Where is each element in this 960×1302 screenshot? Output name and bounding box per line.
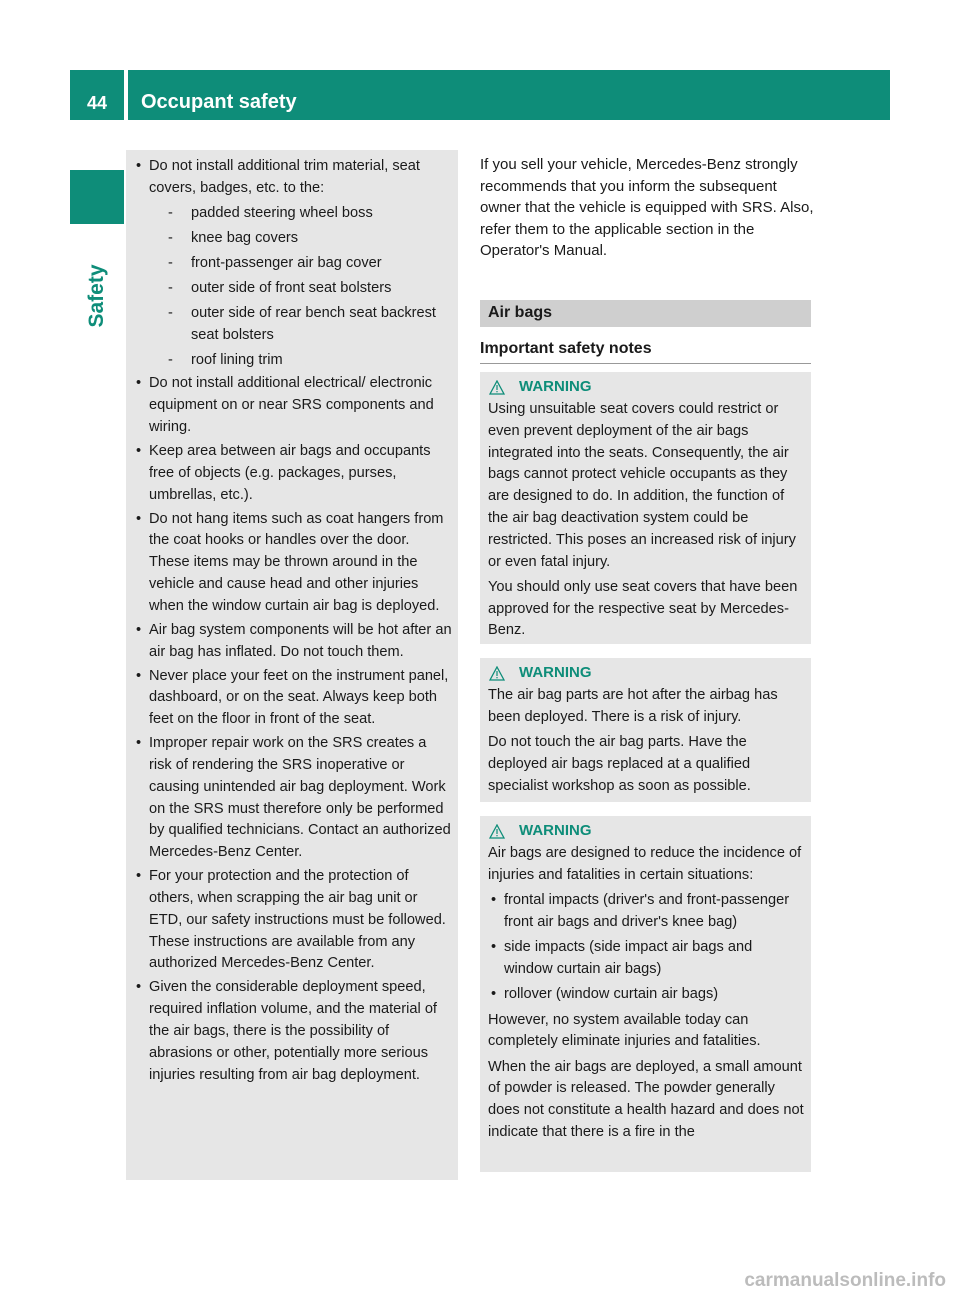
sub-list-item: - outer side of front seat bolsters xyxy=(149,278,452,300)
list-item: • For your protection and the protection of others, when scrapping the air bag unit or ETD, our safety instructions must be followed. These instructions are available from any authorized Mercedes-Benz Center. xyxy=(136,866,452,975)
warning-triangle-icon xyxy=(489,824,505,839)
watermark: carmanualsonline.info xyxy=(744,1270,946,1291)
list-item: • Do not install additional electrical/ electronic equipment on or near SRS components and wiring. xyxy=(136,373,452,438)
warning-text: You should only use seat covers that have been approved for the respective seat by Mercedes-Benz. xyxy=(488,578,798,639)
warning-text: However, no system available today can completely eliminate injuries and fatalities. xyxy=(488,1011,761,1050)
sub-heading xyxy=(480,340,811,364)
sub-list-item: - padded steering wheel boss xyxy=(149,203,452,225)
list-item: • Do not hang items such as coat hangers from the coat hooks or handles over the door. These items may be thrown around in the vehicle and cause head and other injuries when the window curtain air bag is deployed. xyxy=(136,509,452,618)
warning-text: When the air bags are deployed, a small amount of powder is released. The powder generally does not constitute a health hazard and does not indicate that there is a fire in the xyxy=(488,1058,804,1141)
sub-list-item: - front-passenger air bag cover xyxy=(149,253,452,275)
warning-text: Do not touch the air bag parts. Have the deployed air bags replaced at a qualified specialist workshop as soon as possible. xyxy=(488,734,751,794)
warning-header xyxy=(488,661,804,685)
sub-heading-text: Important safety notes xyxy=(480,340,652,357)
warning-box xyxy=(480,816,811,1172)
section-heading-bar xyxy=(480,300,811,327)
list-item: • Never place your feet on the instrument panel, dashboard, or on the seat. Always keep both feet on the floor in front of the seat. xyxy=(136,666,452,731)
intro-paragraph: If you sell your vehicle, Mercedes-Benz strongly recommends that you inform the subsequent owner that the vehicle is equipped with SRS. Also, refer them to the applicable section in the Operator's Manual. xyxy=(480,156,814,260)
page-title: Occupant safety xyxy=(141,91,297,113)
list-item: • Air bag system components will be hot after an air bag has inflated. Do not touch them. xyxy=(136,620,452,664)
section-tab-label xyxy=(70,236,124,356)
warning-triangle-icon xyxy=(489,380,505,395)
warning-title: WARNING xyxy=(519,822,592,840)
list-item: • Given the considerable deployment speed, required inflation volume, and the material of the air bags, there is the possibility of abrasions or other, potentially more serious injuries resulting from air bag deployment. xyxy=(136,977,452,1086)
warning-title: WARNING xyxy=(519,664,592,682)
warning-triangle-icon xyxy=(489,666,505,681)
warning-title: WARNING xyxy=(519,378,592,396)
section-heading: Air bags xyxy=(488,304,553,321)
page-number-box xyxy=(70,70,124,120)
sub-list-item: - roof lining trim xyxy=(149,350,452,372)
list-item: • Keep area between air bags and occupants free of objects (e.g. packages, purses, umbrellas, etc.). xyxy=(136,441,452,506)
header-bar xyxy=(128,70,890,120)
section-tab-text: Safety xyxy=(85,264,108,328)
sub-list-item: - outer side of rear bench seat backrest seat bolsters xyxy=(149,303,452,347)
warning-text: Using unsuitable seat covers could restrict or even prevent deployment of the air bags integrated into the seats. Consequently, the air bags cannot protect vehicle occupants as they are designed to do. In addition, the function of the air bag deactivation system could be restricted. This poses an increased risk of injury or even fatal injury. xyxy=(488,401,796,570)
sub-list-item: - knee bag covers xyxy=(149,228,452,250)
list-item: • frontal impacts (driver's and front-passenger front air bags and driver's knee bag) xyxy=(488,890,804,934)
list-item: • Improper repair work on the SRS creates a risk of rendering the SRS inoperative or causing unintended air bag deployment. Work on the SRS must therefore only be performed by qualified technicians. Contact an authorized Mercedes-Benz Center. xyxy=(136,733,452,864)
warning-text: Air bags are designed to reduce the incidence of injuries and fatalities in certain situations: xyxy=(488,845,802,883)
warning-header xyxy=(488,375,804,399)
warning-text: The air bag parts are hot after the airbag has been deployed. There is a risk of injury. xyxy=(488,687,778,725)
warning-header xyxy=(488,819,804,843)
list-item: • Do not install additional trim material, seat covers, badges, etc. to the: - padded steering wheel boss - knee bag covers - front-passenger air bag cover - outer side of front seat bolsters - outer side of rear bench seat backrest seat bolsters - roof lining trim xyxy=(136,156,452,371)
safety-rules-box xyxy=(126,150,458,1180)
warning-box xyxy=(480,372,811,644)
section-tab-marker xyxy=(70,170,124,224)
list-item: • rollover (window curtain air bags) xyxy=(488,984,804,1006)
warning-box xyxy=(480,658,811,802)
list-item: • side impacts (side impact air bags and window curtain air bags) xyxy=(488,937,804,981)
page-number: 44 xyxy=(86,93,108,113)
